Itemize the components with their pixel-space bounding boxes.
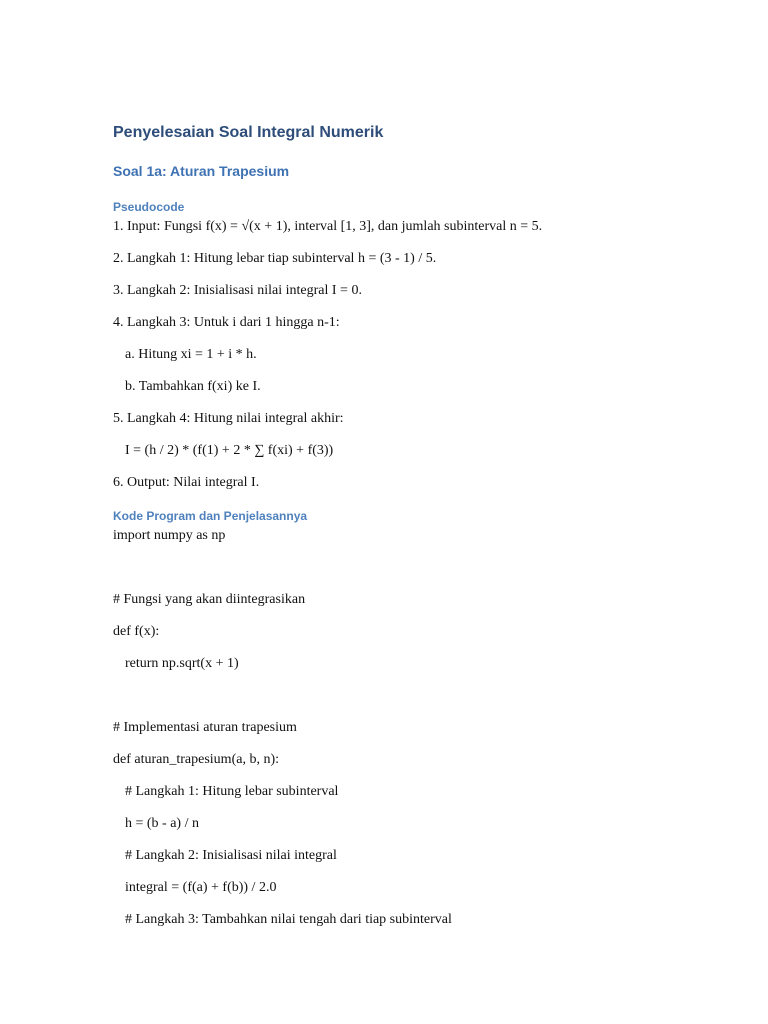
code-line: integral = (f(a) + f(b)) / 2.0: [125, 880, 277, 895]
section-heading: Soal 1a: Aturan Trapesium: [113, 163, 290, 179]
pseudocode-line: 3. Langkah 2: Inisialisasi nilai integral I = 0.: [113, 283, 362, 298]
document-page: [113, 0, 733, 1024]
code-line: def f(x):: [113, 624, 160, 639]
pseudocode-line: 2. Langkah 1: Hitung lebar tiap subinterval h = (3 - 1) / 5.: [113, 251, 437, 266]
pseudocode-line: a. Hitung xi = 1 + i * h.: [125, 347, 257, 362]
code-line: import numpy as np: [113, 528, 226, 543]
code-line: # Langkah 1: Hitung lebar subinterval: [125, 784, 339, 799]
pseudocode-line: 4. Langkah 3: Untuk i dari 1 hingga n-1:: [113, 315, 340, 330]
code-line: def aturan_trapesium(a, b, n):: [113, 752, 279, 767]
code-line: # Langkah 2: Inisialisasi nilai integral: [125, 848, 337, 863]
pseudocode-line: I = (h / 2) * (f(1) + 2 * ∑ f(xi) + f(3)): [125, 443, 334, 458]
code-line: # Langkah 3: Tambahkan nilai tengah dari tiap subinterval: [125, 912, 452, 927]
pseudocode-line: 6. Output: Nilai integral I.: [113, 475, 260, 490]
document-title: Penyelesaian Soal Integral Numerik: [113, 124, 384, 141]
code-line: return np.sqrt(x + 1): [125, 656, 239, 671]
code-line: h = (b - a) / n: [125, 816, 199, 831]
pseudocode-heading: Pseudocode: [113, 200, 185, 214]
pseudocode-line: 5. Langkah 4: Hitung nilai integral akhir:: [113, 411, 344, 426]
pseudocode-line: 1. Input: Fungsi f(x) = √(x + 1), interval [1, 3], dan jumlah subinterval n = 5.: [113, 219, 543, 234]
code-heading: Kode Program dan Penjelasannya: [113, 509, 308, 523]
code-line: # Fungsi yang akan diintegrasikan: [113, 592, 306, 607]
code-line: # Implementasi aturan trapesium: [113, 720, 297, 735]
pseudocode-line: b. Tambahkan f(xi) ke I.: [125, 379, 261, 394]
